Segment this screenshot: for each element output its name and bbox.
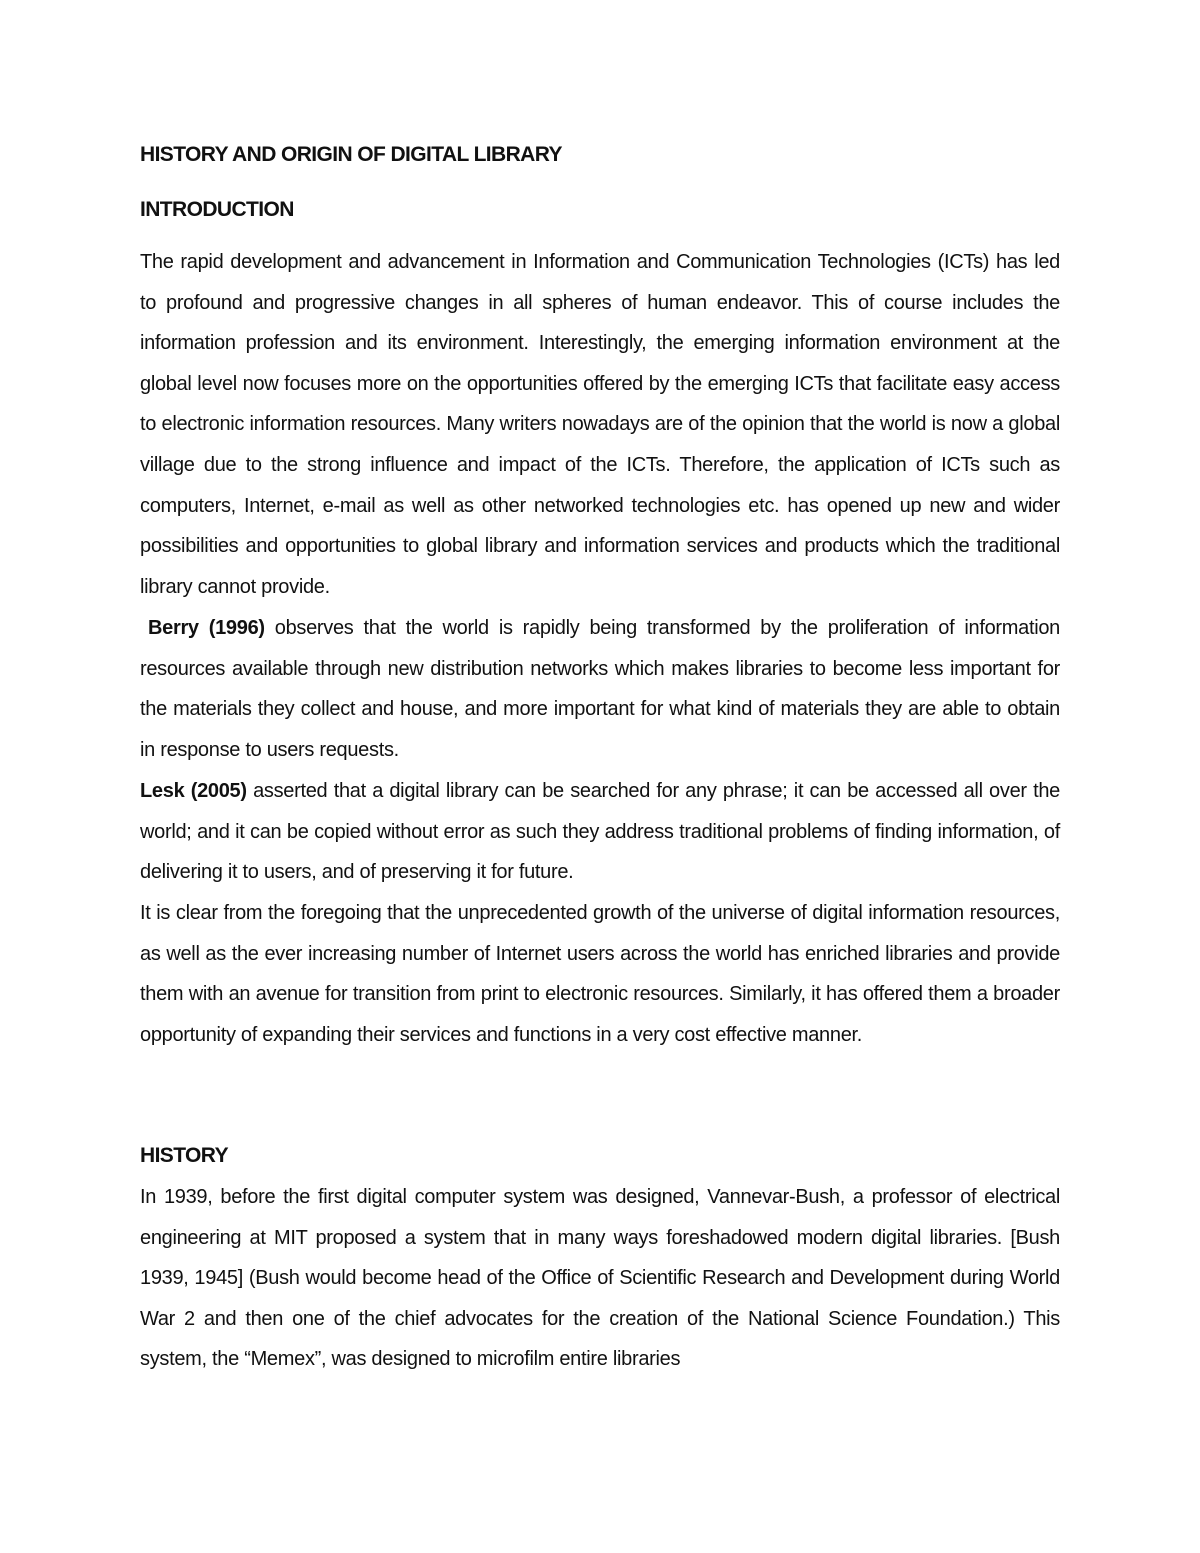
history-heading: HISTORY — [140, 1144, 228, 1167]
lesk-citation: Lesk (2005) — [140, 780, 247, 802]
intro-paragraph: The rapid development and advancement in Information and Communication Technologies (ICTs) has led to profound and progressive changes in all spheres of human endeavor. This of course includes the information profession and its environment. Interestingly, the emerging information environment at the global level now focuses more on the opportunities offered by the emerging ICTs that facilitate easy access to electronic information resources. Many writers nowadays are of the opinion that the world is now a global village due to the strong influence and impact of the ICTs. Therefore, the application of ICTs such as computers, Internet, e-mail as well as other networked technologies etc. has opened up new and wider possibilities and opportunities to global library and information services and products which the traditional library cannot provide. — [140, 251, 1060, 598]
document-title: HISTORY AND ORIGIN OF DIGITAL LIBRARY — [140, 143, 562, 166]
berry-citation: Berry (1996) — [148, 617, 265, 639]
lesk-text: asserted that a digital library can be searched for any phrase; it can be accessed all over the world; and it can be copied without error as such they address traditional problems of finding information, of delivering it to users, and of preserving it for future. — [140, 780, 1060, 884]
introduction-heading: INTRODUCTION — [140, 198, 294, 221]
lesk-paragraph — [140, 771, 1060, 893]
history-paragraph: In 1939, before the first digital computer system was designed, Vannevar-Bush, a professor of electrical engineering at MIT proposed a system that in many ways foreshadowed modern digital libraries. [Bush 1939, 1945] (Bush would become head of the Office of Scientific Research and Development during World War 2 and then one of the chief advocates for the creation of the National Science Foundation.) This system, the “Memex”, was designed to microfilm entire libraries — [140, 1186, 1060, 1371]
berry-text: observes that the world is rapidly being transformed by the proliferation of information resources available through new distribution networks which makes libraries to become less important for the materials they collect and house, and more important for what kind of materials they are able to obtain in response to users requests. — [140, 617, 1060, 761]
clear-paragraph: It is clear from the foregoing that the unprecedented growth of the universe of digital information resources, as well as the ever increasing number of Internet users across the world has enriched libraries and provide them with an avenue for transition from print to electronic resources. Similarly, it has offered them a broader opportunity of expanding their services and functions in a very cost effective manner. — [140, 902, 1060, 1046]
berry-paragraph — [140, 608, 1060, 770]
